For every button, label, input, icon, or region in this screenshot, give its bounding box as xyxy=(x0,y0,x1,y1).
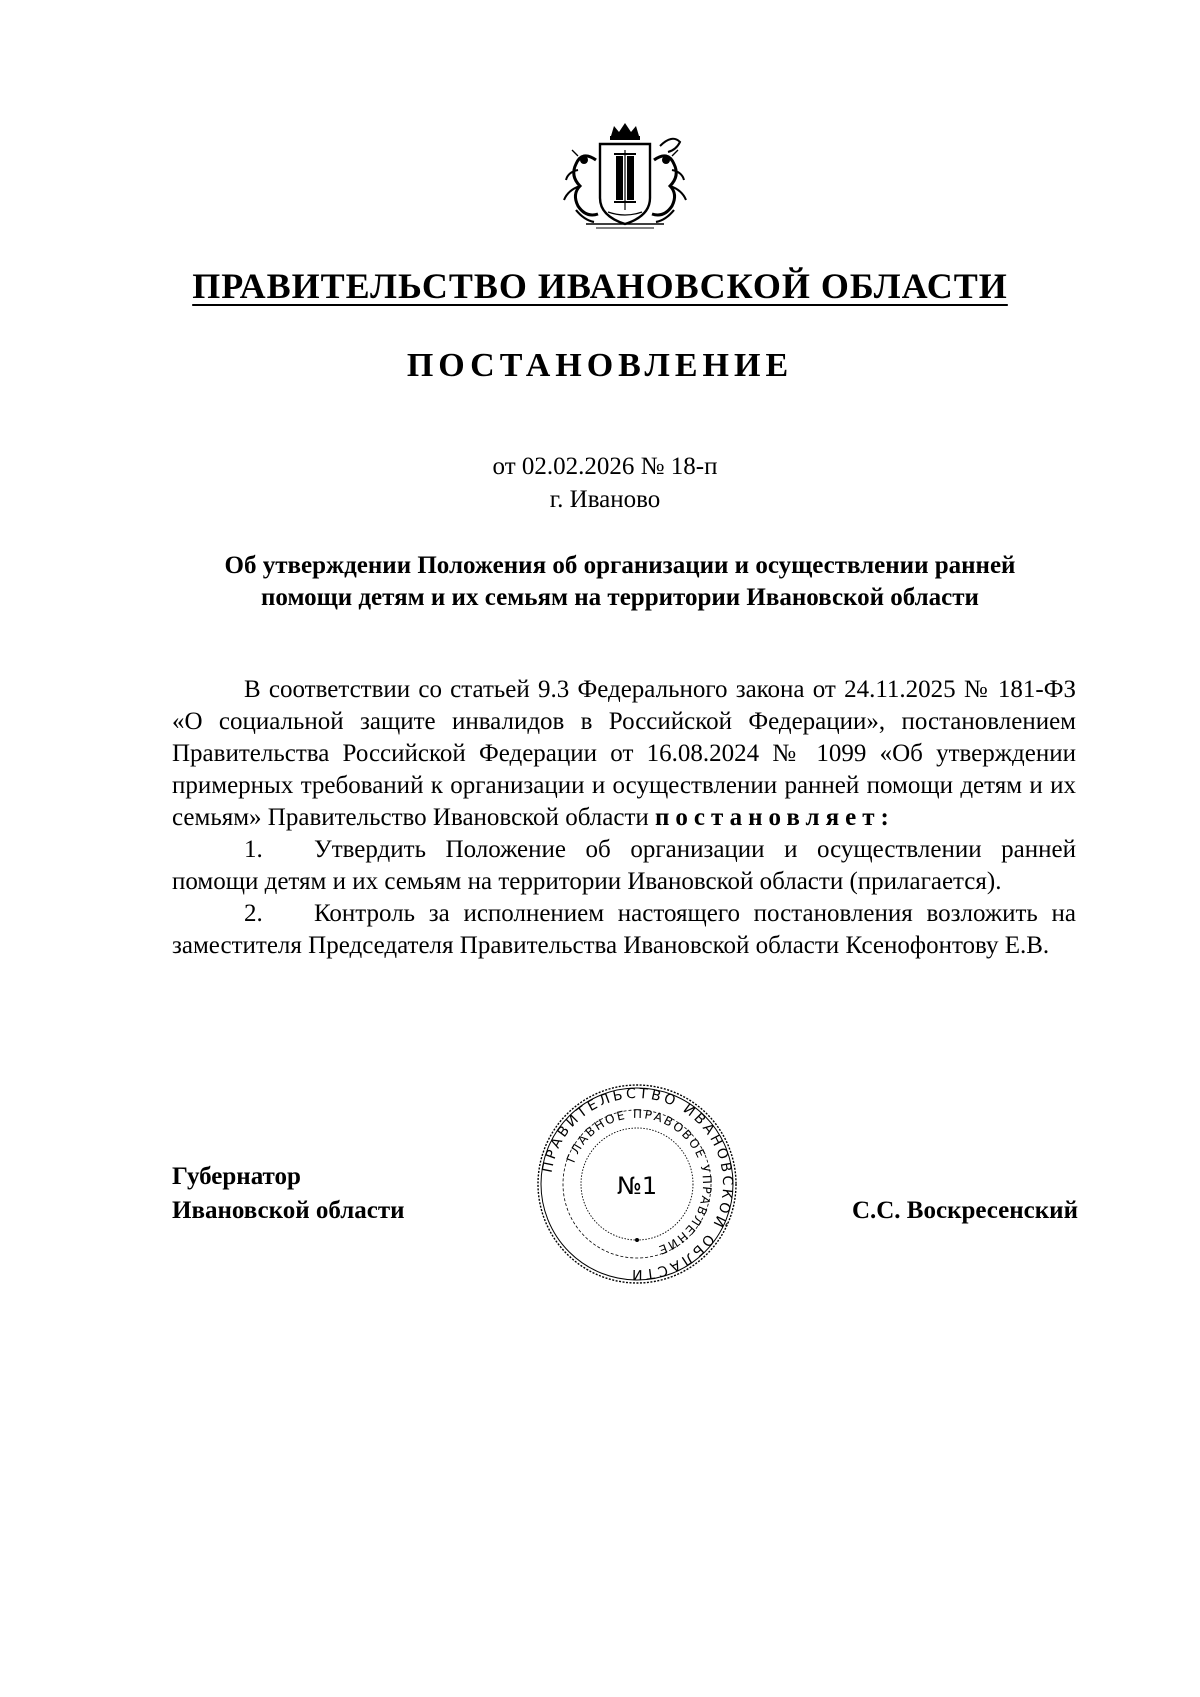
document-body xyxy=(172,674,1076,962)
clause-1-number: 1. xyxy=(244,836,263,863)
government-name: ПРАВИТЕЛЬСТВО ИВАНОВСКОЙ ОБЛАСТИ xyxy=(192,266,1008,306)
government-title xyxy=(0,266,1200,306)
subject-line-1: Об утверждении Положения об организации и осуществлении ранней xyxy=(224,552,1016,579)
clause-2-number: 2. xyxy=(244,900,263,927)
document-meta xyxy=(0,450,1200,516)
signatory-name: С.С. Воскресенский xyxy=(851,1197,1078,1224)
decrees-word: постановляет: xyxy=(655,804,895,831)
seal-center-number: №1 xyxy=(616,1172,658,1200)
position-line-2: Ивановской области xyxy=(172,1197,405,1224)
preamble-paragraph xyxy=(172,674,1076,834)
clause-1-text: Утвердить Положение об организации и осуществлении ранней помощи детям и их семьям на территории Ивановской области (прилагается). xyxy=(172,836,1076,895)
clause-2-text: Контроль за исполнением настоящего постановления возложить на заместителя Председателя Правительства Ивановской области Ксенофонтову Е.В. xyxy=(172,900,1076,959)
signatory-position xyxy=(172,1160,405,1228)
clause-1 xyxy=(172,834,1076,898)
seal-inner-ring-text: ГЛАВНОЕ ПРАВОВОЕ УПРАВЛЕНИЕ xyxy=(563,1106,715,1258)
seal-ring-text: ПРАВИТЕЛЬСТВО ИВАНОВСКОЙ ОБЛАСТИ xyxy=(539,1085,736,1283)
date-and-number: от 02.02.2026 № 18-п xyxy=(492,453,718,480)
document-subject xyxy=(170,550,1070,614)
official-seal-icon xyxy=(535,1082,739,1286)
subject-line-2: помощи детям и их семьям на территории Ивановской области xyxy=(261,584,979,611)
position-line-1: Губернатор xyxy=(172,1163,301,1190)
preamble-text: В соответствии со статьей 9.3 Федерального закона от 24.11.2025 № 181-ФЗ «О социальной защите инвалидов в Российской Федерации», постановлением Правительства Российской Федерации от 16.08.2024 № 1099 «Об утверждении примерных требований к организации и осуществлении ранней помощи детям и их семьям» Правительство Ивановской области xyxy=(172,676,1076,831)
issue-city: г. Иваново xyxy=(549,486,661,513)
document-type-heading: ПОСТАНОВЛЕНИЕ xyxy=(406,347,794,384)
ivanovo-coat-of-arms-icon xyxy=(556,120,694,236)
clause-2 xyxy=(172,898,1076,962)
